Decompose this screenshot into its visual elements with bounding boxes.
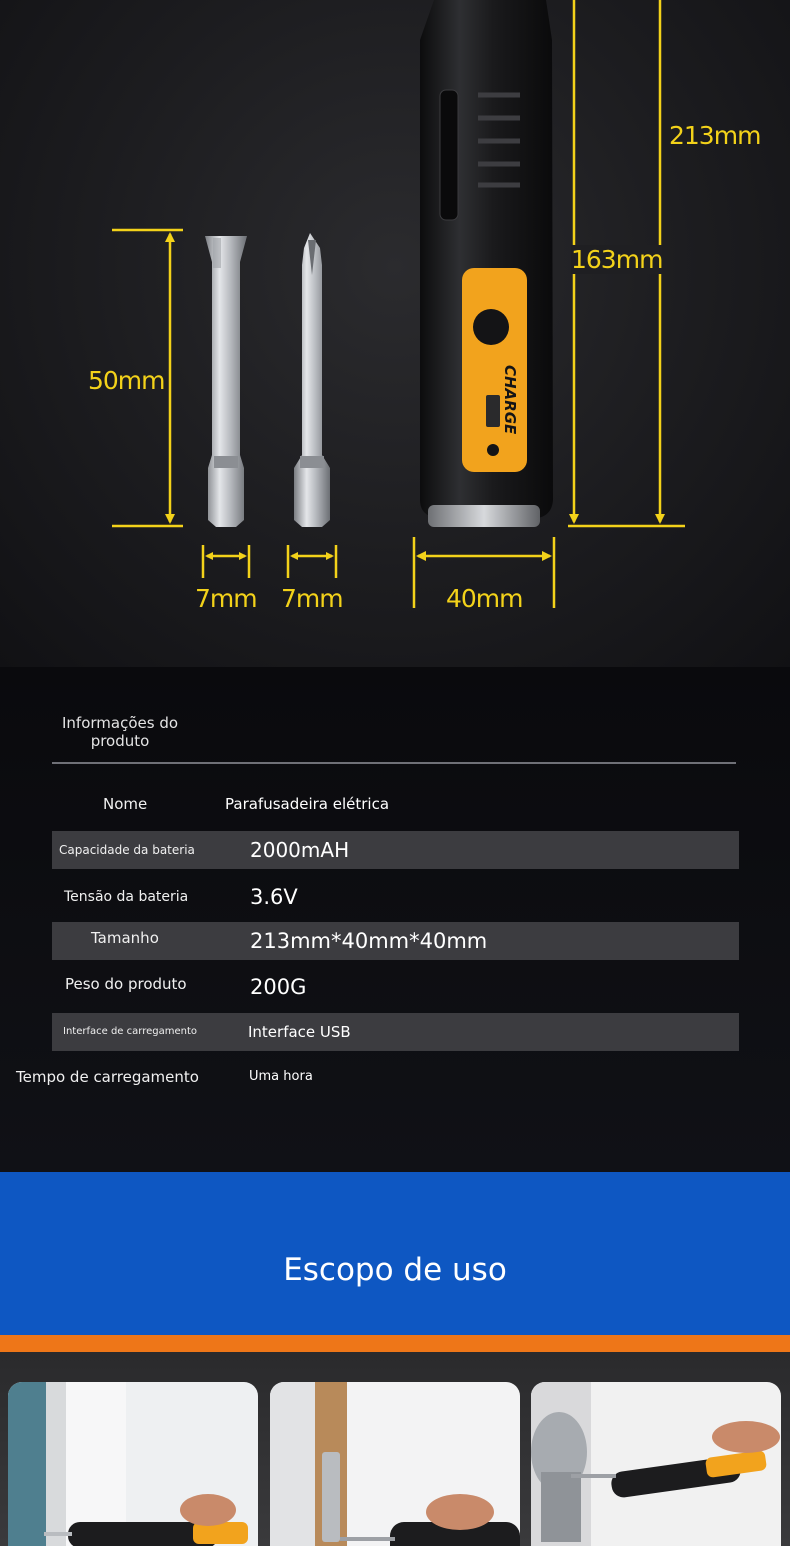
spec-value: Parafusadeira elétrica	[225, 795, 390, 813]
orange-stripe	[0, 1335, 790, 1352]
dimension-drawing	[0, 0, 790, 667]
spec-value: Interface USB	[248, 1023, 351, 1041]
charge-label: CHARGE	[501, 365, 519, 435]
dim-40mm: 40mm	[446, 584, 523, 613]
spec-value: 2000mAH	[250, 838, 350, 862]
dim-213mm: 213mm	[669, 121, 761, 150]
spec-value: 3.6V	[250, 885, 298, 909]
door-latch-photo	[270, 1382, 520, 1546]
spec-row-size	[52, 922, 739, 960]
dim-7mm-second: 7mm	[281, 584, 343, 613]
cabinet-hinge-photo	[531, 1382, 781, 1546]
spec-table	[0, 667, 790, 1172]
spec-row-battery-voltage	[52, 878, 739, 916]
flat-bit	[205, 236, 247, 527]
spec-label: Tensão da bateria	[64, 889, 189, 905]
dim-50mm: 50mm	[88, 366, 165, 395]
spec-row-charging-interface	[52, 1013, 739, 1051]
spec-label: Tempo de carregamento	[16, 1068, 199, 1086]
dimension-lines	[112, 0, 685, 608]
spec-divider	[52, 762, 736, 764]
door-frame-photo	[8, 1382, 258, 1546]
dimension-image	[0, 0, 790, 667]
spec-label: Nome	[103, 795, 148, 813]
dim-7mm-first: 7mm	[195, 584, 257, 613]
usage-banner-title: Escopo de uso	[283, 1252, 507, 1288]
spec-value: 200G	[250, 975, 307, 999]
spec-value: Uma hora	[249, 1069, 313, 1084]
dim-163mm: 163mm	[571, 245, 663, 274]
spec-value: 213mm*40mm*40mm	[250, 929, 488, 953]
spec-row-battery-capacity	[52, 831, 739, 869]
spec-label: Tamanho	[91, 929, 159, 947]
spec-row-name	[52, 785, 739, 823]
spec-label: Peso do produto	[65, 975, 187, 993]
spec-table-title: Informações do produto	[61, 714, 179, 750]
usage-gallery	[0, 1352, 790, 1546]
spec-label: Capacidade da bateria	[59, 843, 195, 857]
phillips-bit	[294, 233, 330, 527]
spec-label: Interface de carregamento	[63, 1026, 197, 1037]
spec-row-weight	[52, 968, 739, 1006]
screwdriver-body	[420, 0, 553, 527]
usage-banner	[0, 1172, 790, 1335]
spec-row-charging-time	[16, 1058, 739, 1096]
